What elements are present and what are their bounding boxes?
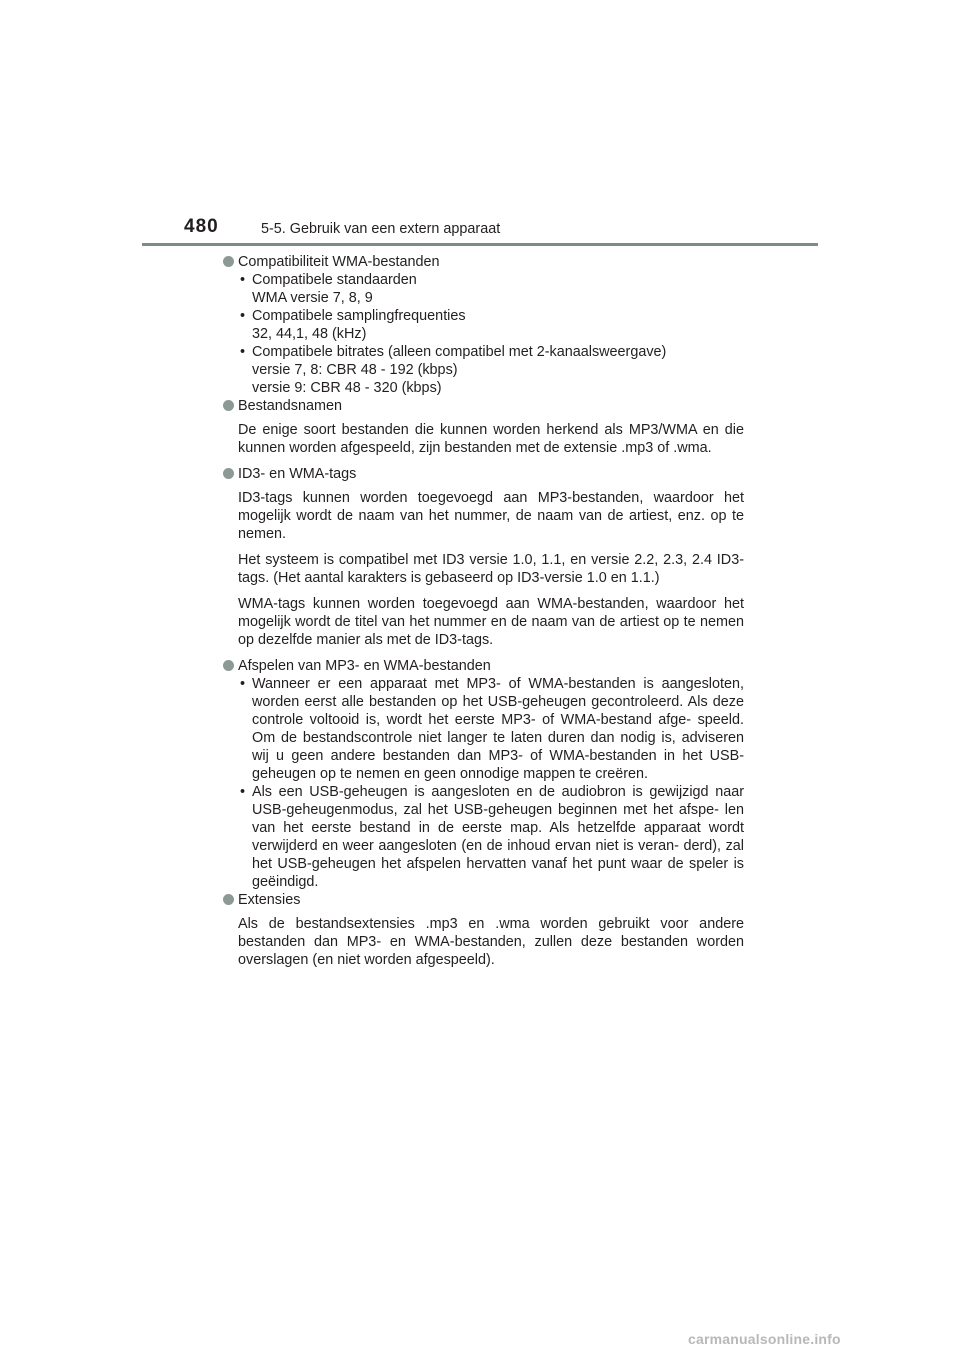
spec-label: Compatibele bitrates (alleen compatibel met 2-kanaalsweergave) (252, 344, 667, 360)
topic-tags (222, 465, 744, 649)
spec-value: versie 7, 8: CBR 48 - 192 (kbps) (252, 362, 458, 378)
circle-bullet-icon (223, 468, 234, 479)
page-number: 480 (184, 216, 219, 237)
topic-title: Bestandsnamen (238, 398, 343, 414)
playback-list (238, 675, 744, 891)
paragraph: Het systeem is compatibel met ID3 versie 1.0, 1.1, en versie 2.2, 2.3, 2.4 ID3-tags. (Het aantal karakters is gebaseerd op ID3-versie 1.0 en 1.1.) (238, 552, 744, 586)
paragraph: Als de bestandsextensies .mp3 en .wma worden gebruikt voor andere bestanden dan MP3- en WMA-bestanden, zullen deze bestanden worden overslagen (en niet worden afgespeeld). (238, 916, 744, 968)
dot-bullet-icon: • (240, 676, 246, 692)
topic-title: Compatibiliteit WMA-bestanden (238, 254, 440, 270)
dot-bullet-icon: • (240, 272, 246, 288)
wma-spec-list (238, 271, 744, 397)
topic-heading (222, 253, 744, 271)
paragraph: ID3-tags kunnen worden toegevoegd aan MP3-bestanden, waardoor het mogelijk wordt de naam van het nummer, de naam van de artiest, enz. op te nemen. (238, 490, 744, 542)
topic-playback (222, 657, 744, 891)
paragraph: De enige soort bestanden die kunnen worden herkend als MP3/WMA en die kunnen worden afgespeeld, zijn bestanden met de extensie .mp3 of .wma. (238, 422, 744, 456)
topic-heading (222, 657, 744, 675)
circle-bullet-icon (223, 894, 234, 905)
list-item-text: Als een USB-geheugen is aangesloten en de audiobron is gewijzigd naar USB-geheugenmodus, zal het USB-geheugen beginnen met het afspe- len van het eerste bestand in de eerste map. Als hetzelfde apparaat wordt verwijderd en weer aangesloten (en de inhoud ervan niet is veran- derd), zal het USB-geheugen het afspelen hervatten vanaf het punt waar de speler is geëindigd. (252, 784, 744, 890)
list-item-text: Wanneer er een apparaat met MP3- of WMA-bestanden is aangesloten, worden eerst alle bestanden op het USB-geheugen gecontroleerd. Als deze controle voltooid is, wordt het eerste MP3- of WMA-bestand afge- speeld. Om de bestandscontrole niet langer te laten duren dan nodig is, adviseren wij u geen andere bestanden dan MP3- of WMA-bestanden in het USB-geheugen op te nemen en geen onnodige mappen te creëren. (252, 676, 744, 782)
list-item (238, 307, 744, 343)
topic-heading (222, 465, 744, 483)
page-content (222, 253, 744, 969)
spec-value: WMA versie 7, 8, 9 (252, 290, 373, 306)
topic-heading (222, 397, 744, 415)
topic-title: ID3- en WMA-tags (238, 466, 357, 482)
section-title: 5-5. Gebruik van een extern apparaat (261, 221, 501, 237)
spec-label: Compatibele standaarden (252, 272, 417, 288)
list-item (238, 783, 744, 891)
topic-heading (222, 891, 744, 909)
spec-value: versie 9: CBR 48 - 320 (kbps) (252, 380, 442, 396)
circle-bullet-icon (223, 660, 234, 671)
header-divider (142, 243, 818, 246)
circle-bullet-icon (223, 256, 234, 267)
circle-bullet-icon (223, 400, 234, 411)
dot-bullet-icon: • (240, 784, 246, 800)
topic-title: Extensies (238, 892, 301, 908)
dot-bullet-icon: • (240, 344, 246, 360)
topic-title: Afspelen van MP3- en WMA-bestanden (238, 658, 491, 674)
paragraph: WMA-tags kunnen worden toegevoegd aan WMA-bestanden, waardoor het mogelijk wordt de titel van het nummer en de naam van de artiest op te nemen op dezelfde manier als met de ID3-tags. (238, 596, 744, 648)
topic-wma-compatibility (222, 253, 744, 397)
spec-value: 32, 44,1, 48 (kHz) (252, 326, 367, 342)
topic-extensions (222, 891, 744, 969)
list-item (238, 271, 744, 307)
page-header (0, 0, 960, 248)
spec-label: Compatibele samplingfrequenties (252, 308, 466, 324)
watermark-text: carmanualsonline.info (688, 1331, 841, 1347)
list-item (238, 343, 744, 397)
dot-bullet-icon: • (240, 308, 246, 324)
list-item (238, 675, 744, 783)
topic-file-names (222, 397, 744, 457)
